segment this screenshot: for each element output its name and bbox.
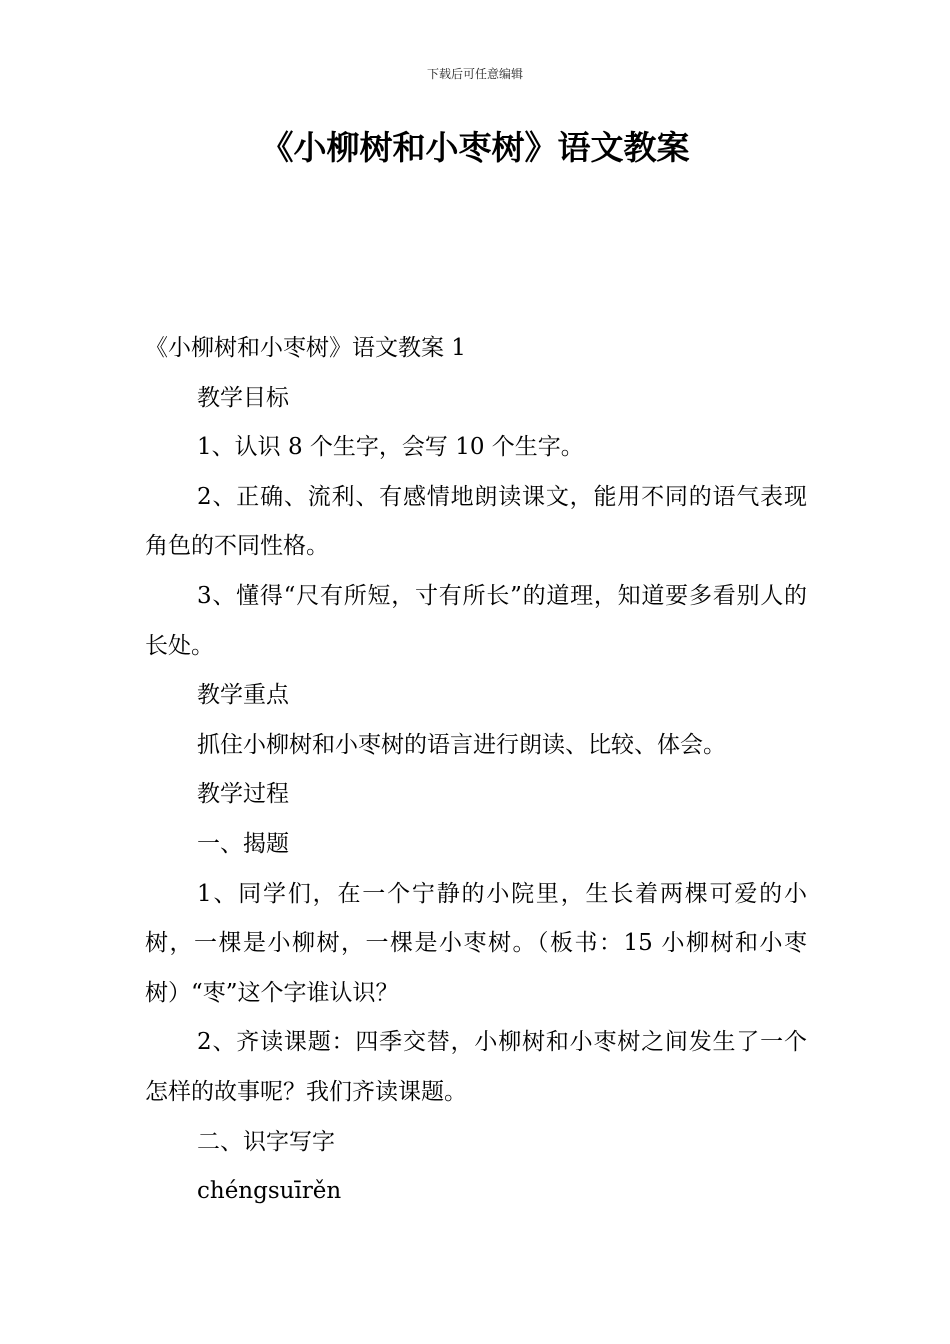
section-heading: 《小柳树和小枣树》语文教案 1	[145, 335, 466, 361]
goal-item-1: 1、认识 8 个生字，会写 10 个生字。	[197, 434, 584, 461]
process-step-1-heading: 一、揭题	[197, 830, 289, 857]
document-title: 《小柳树和小枣树》语文教案	[260, 128, 690, 167]
goal-item-2: 2、正确、流利、有感情地朗读课文，能用不同的语气表现角色的不同性格。	[145, 483, 807, 560]
subheading-teaching-goals: 教学目标	[197, 384, 289, 411]
document-body	[145, 324, 807, 1217]
subheading-process: 教学过程	[197, 781, 289, 808]
process-step-1-item-1: 1、同学们，在一个宁静的小院里，生长着两棵可爱的小树，一棵是小柳树，一棵是小枣树。（板书：15 小柳树和小枣树）“枣”这个字谁认识？	[145, 880, 807, 1006]
header-note: 下载后可任意编辑	[426, 67, 523, 81]
key-point-text: 抓住小柳树和小枣树的语言进行朗读、比较、体会。	[197, 731, 726, 758]
goal-item-3: 3、懂得“尺有所短，寸有所长”的道理，知道要多看别人的长处。	[145, 582, 807, 659]
pinyin-line: chéngsuīrěn	[197, 1178, 342, 1205]
subheading-key-points: 教学重点	[197, 682, 289, 709]
process-step-2-heading: 二、识字写字	[197, 1128, 335, 1155]
process-step-1-item-2: 2、齐读课题：四季交替，小柳树和小枣树之间发生了一个怎样的故事呢？我们齐读课题。	[145, 1029, 807, 1105]
